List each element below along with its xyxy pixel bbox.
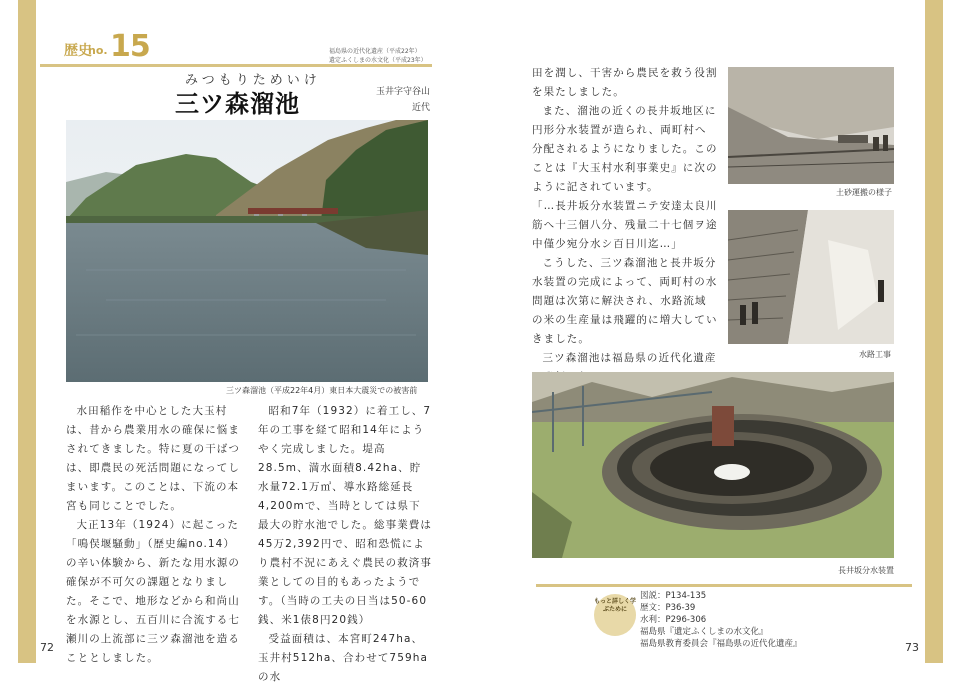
paragraph: 受益面積は、本宮町247ha、玉井村512ha、合わせて759haの水 xyxy=(258,633,429,683)
reference-item: 図説：P134-135 xyxy=(640,591,707,601)
page-number-right: 73 xyxy=(905,641,919,654)
waterway-caption: 水路工事 xyxy=(859,350,891,359)
right-margin-bar xyxy=(925,0,943,663)
paragraph: 水田稲作を中心とした大玉村は、昔から農業用水の確保に悩まされてきました。特に夏の干ばつは、即農民の死活問題になってしまいます。このことは、下流の本宮も同じことでした。 xyxy=(66,405,240,512)
paragraph: こうした、三ツ森溜池と長井坂分水装置の完成によって、両町村の水問題は次第に解決され、水路流域の米の生産量は飛躍的に増大していきました。 xyxy=(532,257,718,345)
header-divider xyxy=(40,64,432,67)
earthwork-caption: 土砂運搬の様子 xyxy=(836,188,892,197)
site-location: 玉井字守谷山 xyxy=(375,87,430,97)
paragraph: また、溜池の近くの長井坂地区に円形分水装置が造られ、両町村へ分配されるようになりました。このことは『大玉村水利事業史』に次のように記されています。 xyxy=(532,105,718,193)
paragraph: 昭和7年（1932）に着工し、7年の工事を経て昭和14年にようやく完成しました。堤高28.5m、満水面積8.42ha、貯水量72.1万㎥、導水路総延長4,200mで、当時としては県下最大の貯水池でした。総事業費は45万2,392円で、昭和恐慌により農村不況にあえぐ農民の救済事業としての目的もあったようです。（当時の工夫の日当は50-60銭、米1俵8円20銭） xyxy=(258,405,432,626)
main-photo-caption: 三ツ森溜池（平成22年4月）東日本大震災での被害前 xyxy=(226,386,418,395)
learn-more-badge: もっと詳しく学ぶために xyxy=(594,594,636,636)
reference-item: 水利：P296-306 xyxy=(640,615,707,625)
reservoir-photo xyxy=(66,120,428,382)
paragraph: 田を潤し、干害から農民を救う役割を果たしました。 xyxy=(532,67,718,98)
reference-divider xyxy=(536,584,912,587)
category-no-label: no. xyxy=(88,44,108,57)
left-text-column-2 xyxy=(258,402,432,687)
reference-list xyxy=(640,590,802,650)
waterway-photo xyxy=(728,210,894,344)
left-text-column-1 xyxy=(66,402,240,668)
reference-item: 福島県教育委員会『福島県の近代化遺産』 xyxy=(640,639,802,649)
site-meta xyxy=(372,84,430,116)
left-margin-bar xyxy=(18,0,36,663)
category-number: 15 xyxy=(110,29,150,64)
paragraph: 大正13年（1924）に起こった「鳴俣堰騒動」（歴史編no.14）の辛い体験から、新たな用水源の確保が不可欠の課題となりました。そこで、地形などから和尚山を水源とし、五百川に合流する七瀬川の上流部に三ツ森溜池を造ることとしました。 xyxy=(66,519,240,664)
right-text-column xyxy=(532,64,718,387)
earthwork-photo xyxy=(728,67,894,184)
splitter-caption: 長井坂分水装置 xyxy=(838,566,894,575)
reference-item: 歴文：P36-39 xyxy=(640,603,696,613)
source-note xyxy=(329,47,439,65)
splitter-photo xyxy=(532,372,894,558)
source-line: 遺定ふくしまの水文化（平成23年） xyxy=(329,57,427,64)
category-label: 歴史 xyxy=(64,43,92,59)
title-ruby: みつもりためいけ xyxy=(185,73,321,88)
reference-item: 福島県『遺定ふくしまの水文化』 xyxy=(640,627,768,637)
paragraph: 三ツ森溜池は福島県の近代化遺産 xyxy=(542,352,717,364)
page-title: 三ツ森溜池 xyxy=(175,90,300,118)
source-line: 福島県の近代化遺産（平成22年） xyxy=(329,48,421,55)
page-number-left: 72 xyxy=(40,641,54,654)
site-era: 近代 xyxy=(411,103,430,113)
quote-paragraph: 「…長井坂分水装置ニテ安達太良川筋へ十三個八分、残量二十七個ヲ途中僅少宛分水シ百日川迄…」 xyxy=(532,200,718,250)
